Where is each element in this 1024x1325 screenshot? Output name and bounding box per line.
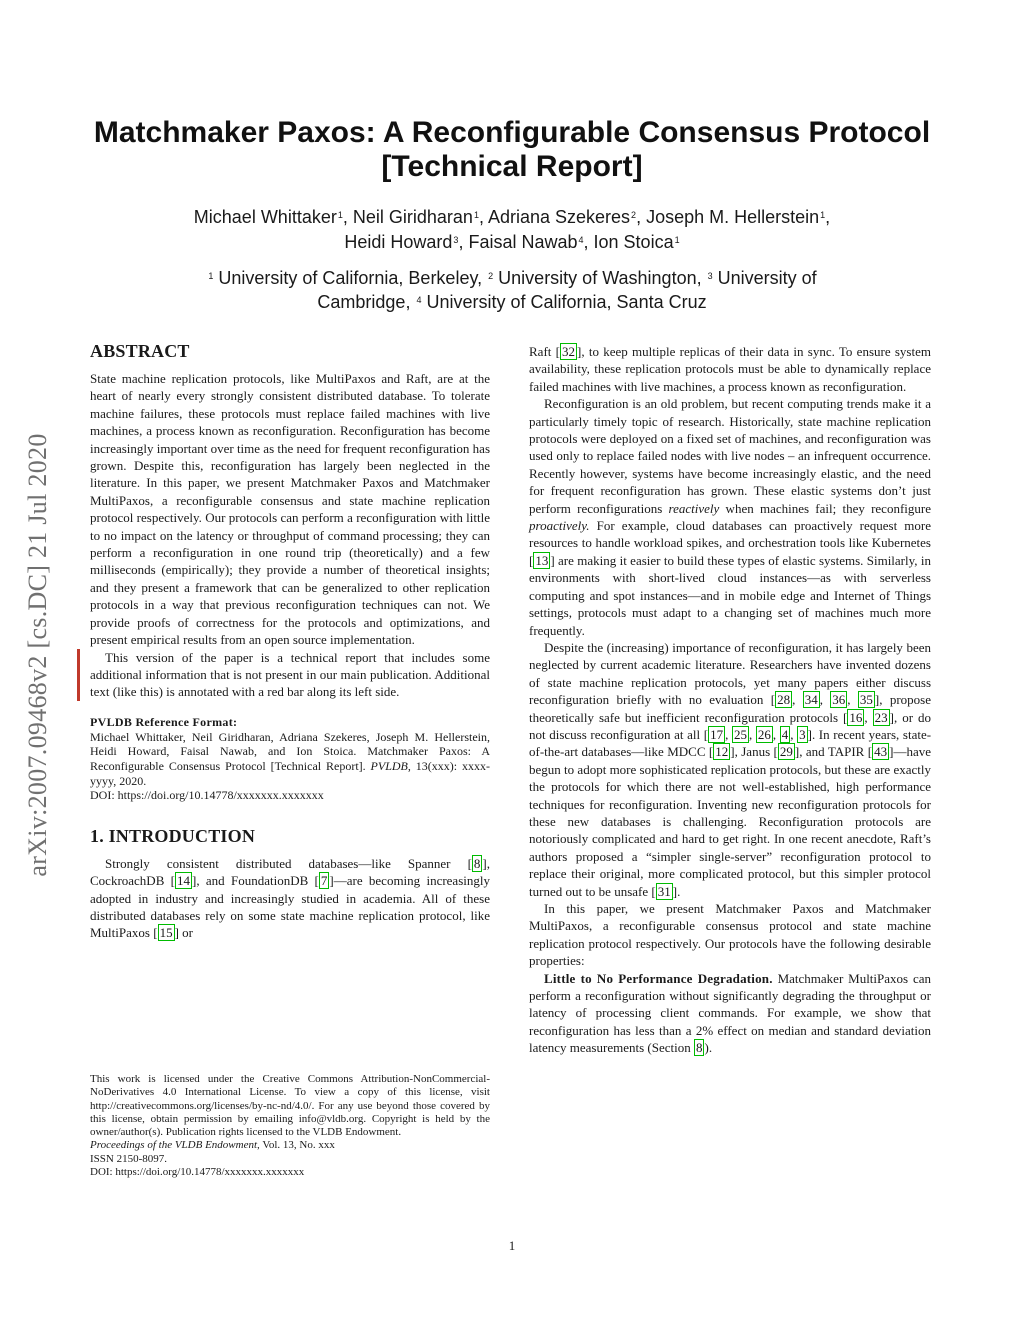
paper-title: Matchmaker Paxos: A Reconfigurable Consensus Protocol [Technical Report] xyxy=(93,116,931,183)
citation-link[interactable]: 23 xyxy=(874,709,888,725)
property-paragraph: Little to No Performance Degradation. Matchmaker MultiPaxos can perform a reconfiguration without significantly degrading the throughput or latency of processing client commands. For example, we show that reconfiguration has less than a 2% effect on median and standard deviation latency measurements (Section 8 ). xyxy=(529,970,932,1056)
intro-paragraph: Strongly consistent distributed databases—like Spanner [ 8 ], CockroachDB [ 14 ], and FoundationDB [ 7 ]—are becoming increasingly adopted in industry and increasingly studied in academia. All of these distributed databases rely on some state machine replication protocol, like MultiPaxos [ 15 ] or xyxy=(90,855,490,941)
abstract-text: State machine replication protocols, like MultiPaxos and Raft, are at the heart of nearly every strongly consistent distributed database. To tolerate machine failures, these protocols must replace failed machines with live machines, a process known as reconfiguration. Reconfiguration has become increasingly important over time as the need for frequent reconfiguration has grown. Despite this, reconfiguration has largely been neglected in the literature. In this paper, we present Matchmaker Paxos and Matchmaker MultiPaxos, a reconfigurable consensus and state machine replication protocol respectively. Our protocols can perform a reconfiguration with little to no impact on the latency or throughput of command processing; they can perform a reconfiguration in one round trip (theoretically) and a few milliseconds (empirically); they provide a number of theoretical insights; and they present a framework that can be generalized to other replication protocols in a way that previous reconfiguration techniques can not. We provide proofs of correctness for the protocols and optimizations, and present empirical results from an open source implementation. xyxy=(90,371,490,648)
introduction-heading: 1. INTRODUCTION xyxy=(90,825,256,846)
citation-link[interactable]: 12 xyxy=(715,744,729,760)
citation-link[interactable]: 36 xyxy=(832,692,846,708)
citation-link[interactable]: 43 xyxy=(874,744,888,760)
right-paragraph-1: Raft [ 32 ], to keep multiple replicas of their data in sync. To ensure system availability, these replication protocols must be able to dynamically replace failed machines with live machines, a process known as reconfiguration. xyxy=(529,344,931,394)
citation-link[interactable]: 17 xyxy=(710,726,724,742)
right-paragraph-3: Despite the (increasing) importance of reconfiguration, it has largely been neglected by current academic literature. Researchers have invented dozens of state machine replication protocols, yet many papers either discuss reconfiguration briefly with no evaluation [ 28 , 34 , 36 , 35 ], propose theoretically safe but inefficient reconfiguration protocols [ 16 , 23 ], or do not discuss reconfiguration at all [ 17 , 25 , 26 , 4 , 3 ]. In recent years, state-of-the-art databases—like MDCC [ 12 ], Janus [ 29 ], and TAPIR [ 43 ]—have begun to adopt more sophisticated replication protocols, but these are exactly the protocols for which there are not well-established, high performance techniques for reconfiguration. Inventing new reconfiguration protocols for these new databases is challenging. Reconfiguration protocols are notoriously complicated and hard to get right. In one recent anecdote, Raft’s authors proposed a “simpler single-server” reconfiguration protocol to replace their original, more complicated protocol, but this simpler protocol turned out to be unsafe [ 31 ]. xyxy=(529,639,932,899)
license-footnote: This work is licensed under the Creative Commons Attribution-NonCommercial-NoDerivatives 4.0 International License. To view a copy of this license, visit http://creativecommons.org/licenses/by-nc-nd/4.0/. For any use beyond those covered by this license, obtain permission by emailing info@vldb.org. Copyright is held by the owner/author(s). Publication rights licensed to the VLDB Endowment. Proceedings of the VLDB Endowment, Vol. 13, No. xxx ISSN 2150-8097. DOI: https://doi.org/10.14778/xxxxxxx.xxxxxxx xyxy=(90,1073,490,1179)
citation-link[interactable]: 13 xyxy=(535,552,549,568)
technical-report-note: This version of the paper is a technical report that includes some additional information that is not present in our main publication. Additional text (like this) is annotated with a red bar along its left side. xyxy=(77,649,490,701)
citation-link[interactable]: 15 xyxy=(159,925,173,941)
pvldb-heading: PVLDB Reference Format: xyxy=(90,714,238,729)
pvldb-reference: Michael Whittaker, Neil Giridharan, Adriana Szekeres, Joseph M. Hellerstein, Heidi Howard, Faisal Nawab, and Ion Stoica. Matchmaker Paxos: A Reconfigurable Consensus Protocol [Technical Report]. PVLDB, 13(xxx): xxxx-yyyy, 2020. DOI: https://doi.org/10.14778/xxxxxxx.xxxxxxx xyxy=(90,729,490,803)
citation-link[interactable]: 7 xyxy=(320,873,328,889)
citation-link[interactable]: 35 xyxy=(859,692,873,708)
section-link[interactable]: 8 xyxy=(695,1040,703,1056)
arxiv-identifier: arXiv:2007.09468v2 [cs.DC] 21 Jul 2020 xyxy=(23,433,52,877)
right-paragraph-4: In this paper, we present Matchmaker Paxos and Matchmaker MultiPaxos, a reconfigurable consensus protocol and state machine replication protocol respectively. Our protocols have the following desirable properties: xyxy=(529,901,931,969)
right-paragraph-2: Reconfiguration is an old problem, but recent computing trends make it a particularly timely topic of research. Historically, state machine replication protocols were deployed on a fixed set of machines, and reconfiguration was used only to replace failed nodes with live nodes – an infrequent occurrence. Recently however, systems have become increasingly elastic, and the need for frequent reconfiguration has grown. These elastic systems don’t just perform reconfigurations reactively when machines fail; they reconfigure proactively. For example, cloud databases can proactively request more resources to handle workload spikes, and orchestration tools like Kubernetes [ 13 ] are making it easier to build these types of elastic systems. Similarly, in environments with short-lived cloud instances—as with serverless computing and spot instances—and in mobile edge and Internet of Things settings, protocols must adapt to a changing set of machines much more frequently. xyxy=(529,396,931,638)
page-number: 1 xyxy=(508,1238,516,1253)
citation-link[interactable]: 4 xyxy=(781,726,789,742)
left-column xyxy=(90,340,490,942)
citation-link[interactable]: 31 xyxy=(657,883,671,899)
affiliations: $^1$ University of California, Berkeley, $^2$ University of Washington, $^3$ University of Cambridge, $^4$ University of California, Santa Cruz xyxy=(208,268,817,312)
citation-link[interactable]: 26 xyxy=(757,726,771,742)
citation-link[interactable]: 3 xyxy=(799,726,806,742)
citation-link[interactable]: 32 xyxy=(562,344,575,359)
citation-link[interactable]: 29 xyxy=(779,744,793,760)
citation-link[interactable]: 28 xyxy=(777,692,791,708)
author-list: Michael Whittaker$^1$, Neil Giridharan$^1$, Adriana Szekeres$^2$, Joseph M. Hellerstein$^1$, Heidi Howard$^3$, Faisal Nawab$^4$, Ion Stoica$^1$ xyxy=(193,207,831,252)
right-column xyxy=(529,343,931,1057)
citation-link[interactable]: 8 xyxy=(473,855,481,871)
citation-link[interactable]: 14 xyxy=(177,873,191,889)
citation-link[interactable]: 34 xyxy=(804,692,818,708)
citation-link[interactable]: 16 xyxy=(849,709,863,725)
citation-link[interactable]: 25 xyxy=(733,726,747,742)
abstract-heading: ABSTRACT xyxy=(90,341,190,361)
